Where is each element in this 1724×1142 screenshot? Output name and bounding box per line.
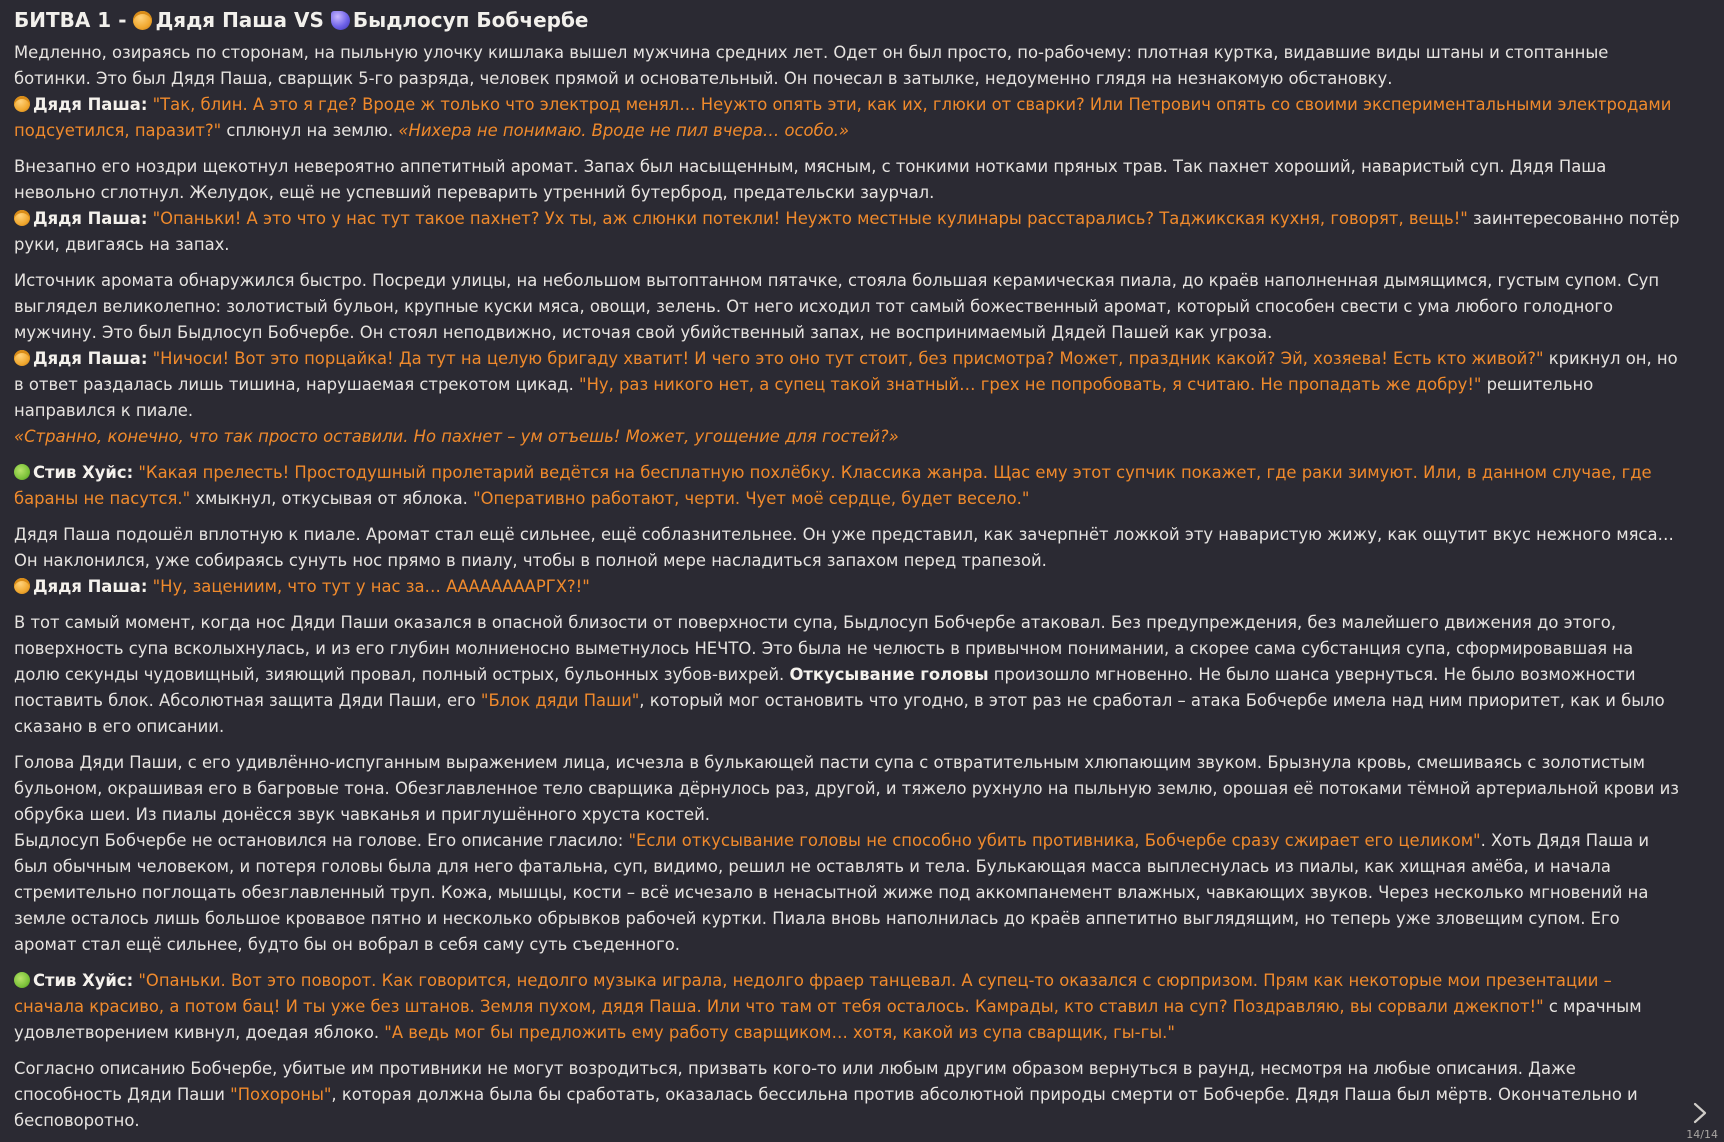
dialogue-action: сплюнул на землю. [221, 121, 399, 140]
bald-man-face-icon [14, 350, 30, 366]
dialogue-quote: "Опаньки. Вот это поворот. Как говорится, недолго музыка играла, недолго фраер танцевал. А супец-то оказался с сюрпризом. Прям как некоторые мои презентации – сначала красиво, а потом бац! И ты уже без штанов. Земля пухом, дядя Паша. Или что там от тебя осталось. Камрады, кто ставил на суп? Поздравляю, вы сорвали джекпот!" [14, 971, 1612, 1016]
narration-text: Согласно описанию Бобчербе, убитые им противники не могут возродиться, призвать кого-то или любым другим образом вернуться в раунд, несмотря на любые описания. Даже способность Дяди Паши [14, 1059, 1576, 1104]
dialogue-line [14, 92, 1680, 144]
bald-man-face-icon [133, 11, 152, 30]
speaker-name: Стив Хуйс: [33, 971, 134, 990]
fighter1-name: Дядя Паша [155, 8, 288, 32]
green-apple-icon [14, 464, 30, 480]
speaker-name: Дядя Паша: [33, 95, 148, 114]
bald-man-face-icon [14, 578, 30, 594]
speaker-name: Стив Хуйс: [33, 463, 134, 482]
narration-paragraph [14, 828, 1680, 958]
ability-quote: "Блок дяди Паши" [480, 691, 640, 710]
dialogue-line [14, 968, 1680, 1046]
narration-text: . Хоть Дядя Паша и был обычным человеком, и потеря головы была для него фатальна, суп, видимо, решил не оставлять и тела. Булькающая масса выплеснулась из пиалы, как хищная амёба, и начала стремительно поглощать обезглавленный труп. Кожа, мышцы, кости – всё исчезало в ненасытной жиже под аккомпанемент влажных, чавкающих звуков. Через несколько мгновений на земле осталось лишь большое кровавое пятно и несколько обрывков рабочей куртки. Пиала вновь наполнилась до краёв аппетитно выглядящим, но теперь уже зловещим супом. Его аромат стал ещё сильнее, будто бы он вобрал в себя саму суть съеденного. [14, 831, 1650, 954]
speaker-name: Дядя Паша: [33, 349, 148, 368]
dialogue-quote: "Ну, раз никого нет, а супец такой знатный… грех не попробовать, я считаю. Не пропадать же добру!" [579, 375, 1482, 394]
narration-text: произошло мгновенно. Не было шанса увернуться. Не было возможности поставить блок. Абсолютная защита Дяди Паши, его [14, 665, 1636, 710]
dialogue-quote: "Ничоси! Вот это порцайка! Да тут на целую бригаду хватит! И чего это оно тут стоит, без присмотра? Может, праздник какой? Эй, хозяева! Есть кто живой?" [152, 349, 1544, 368]
chevron-right-icon[interactable] [1690, 1102, 1710, 1124]
dialogue-action: хмыкнул, откусывая от яблока. [190, 489, 474, 508]
dialogue-action: заинтересованно потёр руки, двигаясь на запах. [14, 209, 1680, 254]
vs-label: VS [287, 8, 331, 32]
narration-paragraph [14, 610, 1680, 740]
dialogue-quote: "Ну, зацениим, что тут у нас за… ААААААААРГХ?!" [152, 577, 590, 596]
narration-paragraph: Внезапно его ноздри щекотнул невероятно аппетитный аромат. Запах был насыщенным, мясным, с тонкими нотками пряных трав. Так пахнет хороший, наваристый суп. Дядя Паша невольно сглотнул. Желудок, ещё не успевший переварить утренний бутерброд, предательски заурчал. [14, 157, 1607, 202]
dialogue-quote: "Опаньки! А это что у нас тут такое пахнет? Ух ты, аж слюнки потекли! Неужто местные кулинары расстарались? Таджикская кухня, говорят, вещь!" [152, 209, 1468, 228]
dialogue-line [14, 346, 1680, 424]
dialogue-quote: "А ведь мог бы предложить ему работу сварщиком… хотя, какой из супа сварщик, гы-гы." [384, 1023, 1175, 1042]
dialogue-line [14, 460, 1680, 512]
ability-quote: "Если откусывание головы не способно убить противника, Бобчербе сразу сжирает его целиком" [628, 831, 1481, 850]
dialogue-line [14, 206, 1680, 258]
dialogue-action: решительно направился к пиале. [14, 375, 1594, 420]
inner-thought: «Нихера не понимаю. Вроде не пил вчера… особо.» [398, 121, 850, 140]
narration-paragraph [14, 1056, 1680, 1134]
ability-quote: "Похороны" [230, 1085, 332, 1104]
ability-name: Откусывание головы [789, 665, 989, 684]
speaker-name: Дядя Паша: [33, 577, 148, 596]
battle-title-prefix: БИТВА 1 - [14, 8, 134, 32]
dialogue-quote: "Так, блин. А это я где? Вроде ж только что электрод менял… Неужто опять эти, как их, глюки от сварки? Или Петрович опять со своими экспериментальными электродами подсуетился, паразит?" [14, 95, 1672, 140]
narration-paragraph: Источник аромата обнаружился быстро. Посреди улицы, на небольшом вытоптанном пятачке, стояла большая керамическая пиала, до краёв наполненная дымящимся, густым супом. Суп выглядел великолепно: золотистый бульон, крупные куски мяса, овощи, зелень. От него исходил тот самый божественный аромат, который способен свести с ума любого голодного мужчину. Это был Быдлосуп Бобчербе. Он стоял неподвижно, источая свой убийственный запах, не воспринимаемый Дядей Пашей как угроза. [14, 271, 1660, 342]
narration-paragraph: Медленно, озираясь по сторонам, на пыльную улочку кишлака вышел мужчина средних лет. Одет он был просто, по-рабочему: плотная куртка, видавшие виды штаны и стоптанные ботинки. Это был Дядя Паша, сварщик 5-го разряда, человек прямой и основательный. Он почесал в затылке, недоуменно глядя на незнакомую обстановку. [14, 43, 1609, 88]
battle-title [14, 6, 1680, 34]
inner-thought: «Странно, конечно, что так просто оставили. Но пахнет – ум отъешь! Может, угощение для гостей?» [14, 427, 899, 446]
narration-text: , которая должна была бы сработать, оказалась бессильна против абсолютной природы смерти от Бобчербе. Дядя Паша был мёртв. Окончательно и бесповоротно. [14, 1085, 1638, 1130]
narration-text: , который мог остановить что угодно, в этот раз не сработал – атака Бобчербе имела над ним приоритет, как и было сказано в его описании. [14, 691, 1665, 736]
dialogue-quote: "Какая прелесть! Простодушный пролетарий ведётся на бесплатную похлёбку. Классика жанра. Щас ему этот супчик покажет, где раки зимуют. Или, в данном случае, где бараны не пасутся." [14, 463, 1652, 508]
dialogue-action: с мрачным удовлетворением кивнул, доедая яблоко. [14, 997, 1642, 1042]
battle-log [14, 6, 1680, 1134]
narration-paragraph: Дядя Паша подошёл вплотную к пиале. Аромат стал ещё сильнее, ещё соблазнительнее. Он уже представил, как зачерпнёт ложкой эту наваристую жижу, как ощутит вкус нежного мяса… Он наклонился, уже собираясь сунуть нос прямо в пиалу, чтобы в полной мере насладиться запахом перед трапезой. [14, 525, 1674, 570]
bald-man-face-icon [14, 96, 30, 112]
dialogue-quote: "Оперативно работают, черти. Чует моё сердце, будет весело." [473, 489, 1030, 508]
narration-text: В тот самый момент, когда нос Дяди Паши оказался в опасной близости от поверхности супа, Быдлосуп Бобчербе атаковал. Без предупреждения, без малейшего движения до этого, поверхность супа всколыхнулась, и из его глубин молниеносно выметнулось НЕЧТО. Это была не челюсть в привычном понимании, а скорее сама субстанция супа, сформировавшая на долю секунды чудовищный, зияющий провал, полный острых, бульонных зубов-вихрей. [14, 613, 1634, 684]
green-apple-icon [14, 972, 30, 988]
narration-paragraph: Голова Дяди Паши, с его удивлённо-испуганным выражением лица, исчезла в булькающей пасти супа с отвратительным хлюпающим звуком. Брызнула кровь, смешиваясь с золотистым бульоном, окрашивая его в багровые тона. Обезглавленное тело сварщика дёрнулось раз, другой, и тяжело рухнуло на пыльную землю, орошая её потоками тёмной артериальной крови из обрубка шеи. Из пиалы донёсся звук чавканья и приглушённого хруста костей. [14, 753, 1679, 824]
bald-man-face-icon [14, 210, 30, 226]
dialogue-line [14, 574, 1680, 600]
fighter2-name: Быдлосуп Бобчербе [352, 8, 589, 32]
narration-text: Быдлосуп Бобчербе не остановился на голове. Его описание гласило: [14, 831, 629, 850]
dialogue-action: крикнул он, но в ответ раздалась лишь тишина, нарушаемая стрекотом цикад. [14, 349, 1678, 394]
page-counter: 14/14 [1686, 1128, 1718, 1141]
soup-bowl-icon [331, 11, 350, 30]
speaker-name: Дядя Паша: [33, 209, 148, 228]
